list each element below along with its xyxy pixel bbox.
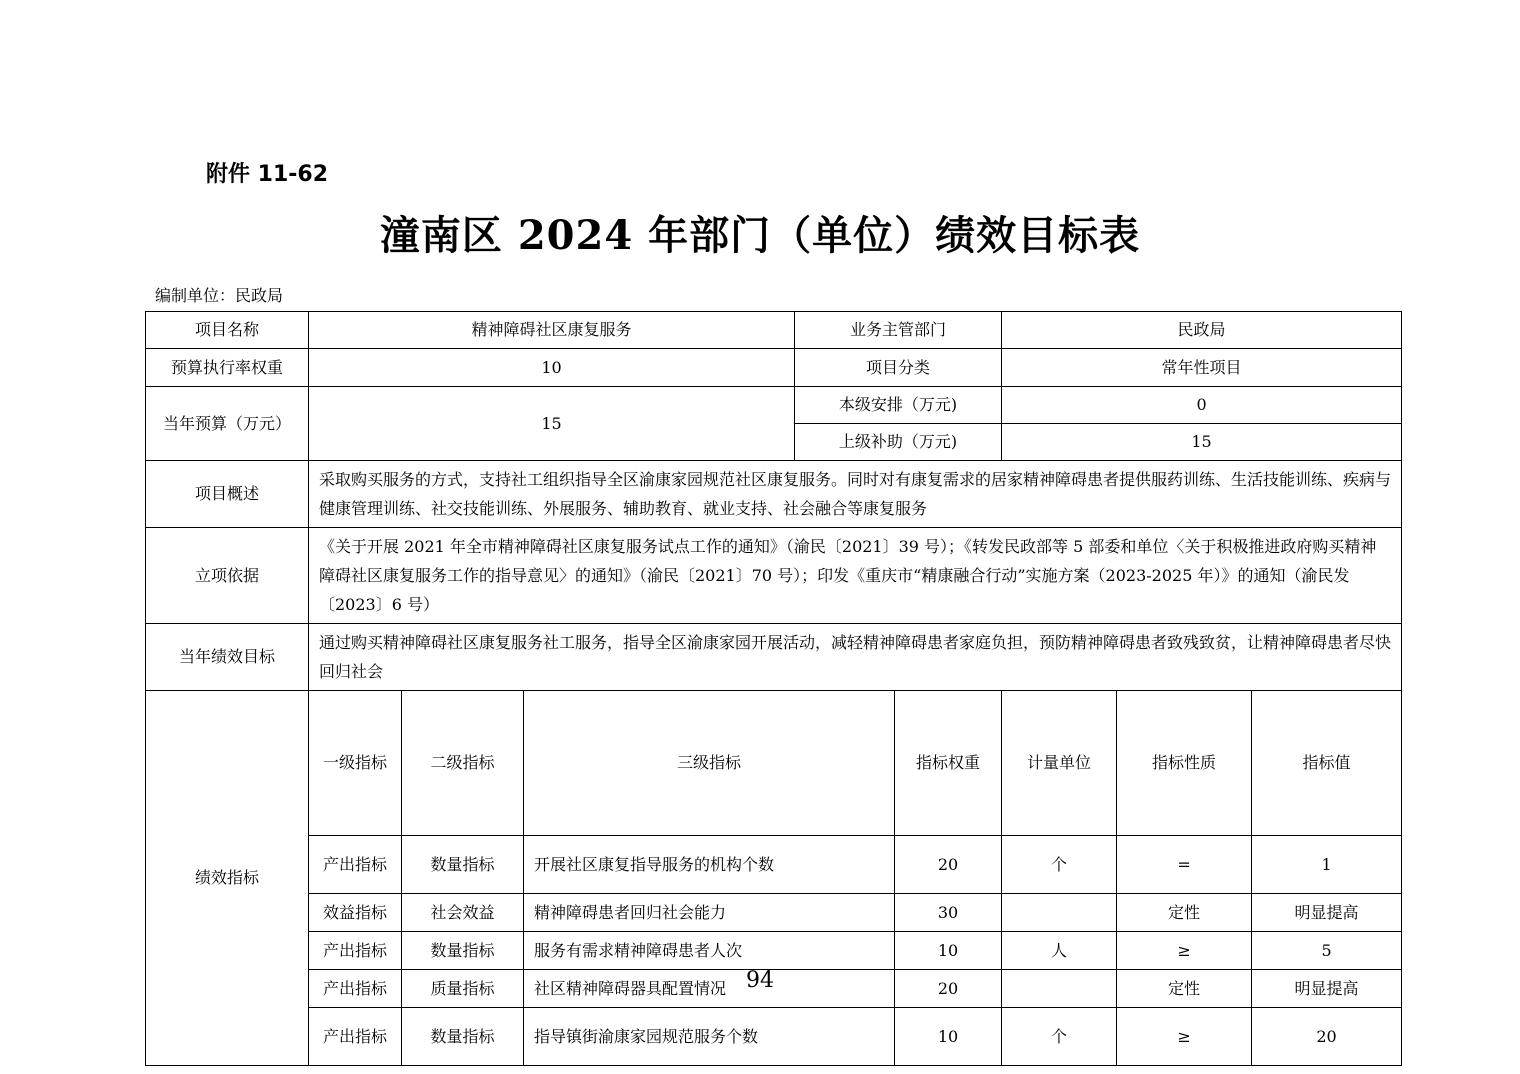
indicator-cell: = — [1117, 836, 1252, 894]
label-basis: 立项依据 — [146, 528, 309, 624]
indicator-cell: 数量指标 — [402, 1008, 524, 1066]
row-overview — [146, 461, 1402, 528]
indicator-cell — [1002, 894, 1117, 932]
performance-table — [145, 311, 1402, 1066]
table-row — [146, 1008, 1402, 1066]
value-supervisor: 民政局 — [1002, 312, 1402, 349]
attachment-label: 附件 11-62 — [206, 162, 329, 187]
value-superior: 15 — [1002, 424, 1402, 461]
indicator-header: 二级指标 — [402, 691, 524, 836]
indicator-cell: 开展社区康复指导服务的机构个数 — [524, 836, 895, 894]
label-superior: 上级补助（万元) — [795, 424, 1002, 461]
label-budget: 当年预算（万元） — [146, 387, 309, 461]
indicator-cell: 20 — [895, 836, 1002, 894]
table-row — [146, 894, 1402, 932]
value-project-type: 常年性项目 — [1002, 349, 1402, 387]
label-project-type: 项目分类 — [795, 349, 1002, 387]
value-local: 0 — [1002, 387, 1402, 424]
value-goal: 通过购买精神障碍社区康复服务社工服务，指导全区渝康家园开展活动，减轻精神障碍患者家庭负担，预防精神障碍患者致残致贫，让精神障碍患者尽快回归社会 — [309, 624, 1402, 691]
label-project-name: 项目名称 — [146, 312, 309, 349]
row-budget-weight — [146, 349, 1402, 387]
label-goal: 当年绩效目标 — [146, 624, 309, 691]
indicator-header: 三级指标 — [524, 691, 895, 836]
indicator-cell: 精神障碍患者回归社会能力 — [524, 894, 895, 932]
indicator-cell: 效益指标 — [309, 894, 402, 932]
indicator-header: 指标值 — [1252, 691, 1402, 836]
indicator-cell: 明显提高 — [1252, 970, 1402, 1008]
indicator-cell: 10 — [895, 932, 1002, 970]
indicator-cell: 人 — [1002, 932, 1117, 970]
label-overview: 项目概述 — [146, 461, 309, 528]
table-row — [146, 932, 1402, 970]
indicator-cell: 定性 — [1117, 894, 1252, 932]
value-project-name: 精神障碍社区康复服务 — [309, 312, 795, 349]
value-budget-weight: 10 — [309, 349, 795, 387]
row-goal — [146, 624, 1402, 691]
indicator-cell: 明显提高 — [1252, 894, 1402, 932]
indicator-cell: 数量指标 — [402, 836, 524, 894]
indicator-cell: 30 — [895, 894, 1002, 932]
row-budget-local — [146, 387, 1402, 424]
indicator-cell: 个 — [1002, 1008, 1117, 1066]
indicator-cell: ≥ — [1117, 932, 1252, 970]
indicator-cell: 个 — [1002, 836, 1117, 894]
indicator-cell: 数量指标 — [402, 932, 524, 970]
indicator-cell: 20 — [895, 970, 1002, 1008]
indicator-header: 指标性质 — [1117, 691, 1252, 836]
indicator-cell: 产出指标 — [309, 970, 402, 1008]
label-local: 本级安排（万元) — [795, 387, 1002, 424]
indicator-cell: 产出指标 — [309, 836, 402, 894]
indicator-cell: 产出指标 — [309, 1008, 402, 1066]
value-basis: 《关于开展 2021 年全市精神障碍社区康复服务试点工作的通知》（渝民〔2021〕39 号）；《转发民政部等 5 部委和单位〈关于积极推进政府购买精神障碍社区康复服务工作的指导意见〉的通知》（渝民〔2021〕70 号）；印发《重庆市“精康融合行动”实施方案（2023-2025 年）》的通知（渝民发〔2023〕6 号） — [309, 528, 1402, 624]
indicator-header: 一级指标 — [309, 691, 402, 836]
indicator-cell: 定性 — [1117, 970, 1252, 1008]
indicator-cell: 社会效益 — [402, 894, 524, 932]
table-row — [146, 836, 1402, 894]
indicator-cell: 10 — [895, 1008, 1002, 1066]
indicator-header: 指标权重 — [895, 691, 1002, 836]
indicator-header-row — [146, 691, 1402, 836]
label-indicators: 绩效指标 — [146, 691, 309, 1066]
page-number: 94 — [746, 968, 774, 993]
value-budget: 15 — [309, 387, 795, 461]
indicator-cell: 社区精神障碍器具配置情况 — [524, 970, 895, 1008]
indicator-cell: 指导镇街渝康家园规范服务个数 — [524, 1008, 895, 1066]
label-supervisor: 业务主管部门 — [795, 312, 1002, 349]
value-overview: 采取购买服务的方式，支持社工组织指导全区渝康家园规范社区康复服务。同时对有康复需求的居家精神障碍患者提供服药训练、生活技能训练、疾病与健康管理训练、社交技能训练、外展服务、辅助教育、就业支持、社会融合等康复服务 — [309, 461, 1402, 528]
compiling-unit: 编制单位：民政局 — [155, 286, 284, 305]
indicator-cell: 20 — [1252, 1008, 1402, 1066]
row-project-name — [146, 312, 1402, 349]
indicator-cell: 1 — [1252, 836, 1402, 894]
indicator-cell: ≥ — [1117, 1008, 1252, 1066]
indicator-cell: 质量指标 — [402, 970, 524, 1008]
indicator-cell: 5 — [1252, 932, 1402, 970]
label-budget-weight: 预算执行率权重 — [146, 349, 309, 387]
indicator-header: 计量单位 — [1002, 691, 1117, 836]
page-title: 潼南区 2024 年部门（单位）绩效目标表 — [379, 212, 1141, 259]
indicator-cell: 产出指标 — [309, 932, 402, 970]
row-basis — [146, 528, 1402, 624]
indicator-cell: 服务有需求精神障碍患者人次 — [524, 932, 895, 970]
